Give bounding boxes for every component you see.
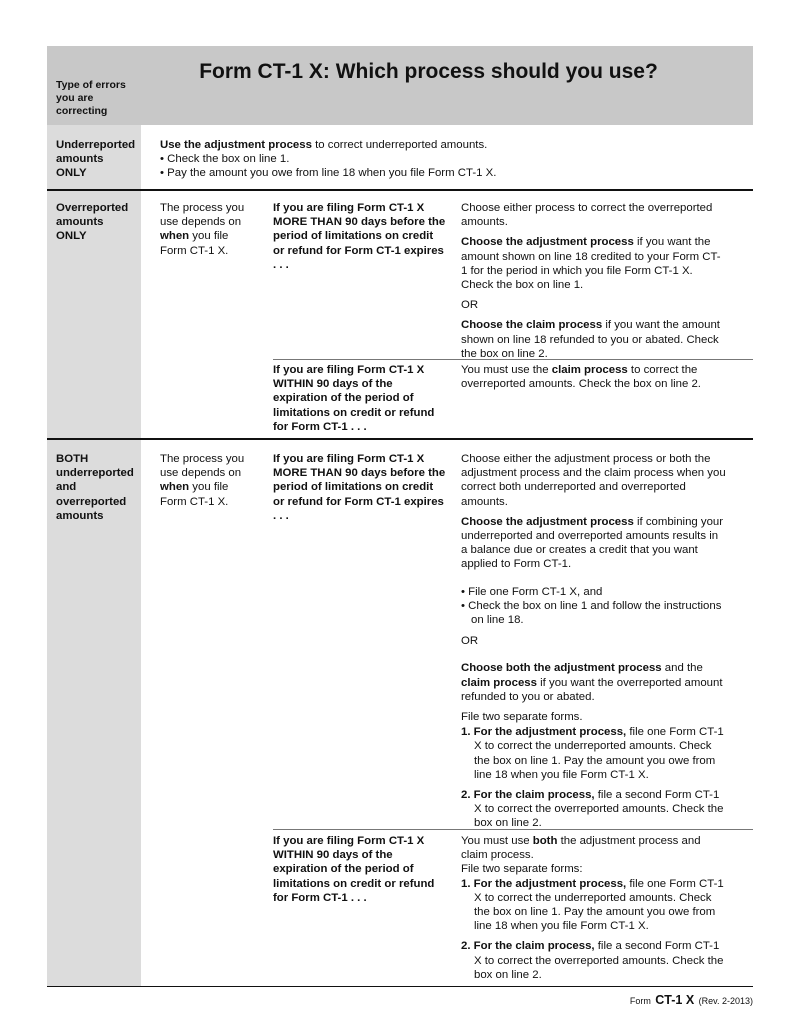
condition-within-90: If you are filing Form CT-1 X WITHIN 90 days of the expiration of the period of limitations on credit or refund for Form CT-1 . . .: [273, 835, 435, 904]
list-item: 1. For the adjustment process, file one Form CT-1 X to correct the underreported amounts. Check the box on line 1. Pay the amount you owe from line 18 when you file Form CT-1 X.: [461, 726, 724, 781]
page-title: Form CT-1 X: Which process should you use?: [199, 60, 658, 83]
header-band: [47, 46, 753, 125]
list-item: • File one Form CT-1 X, and: [461, 585, 603, 598]
row-divider: [273, 829, 753, 830]
section-overreported-label: Overreported amounts ONLY: [56, 202, 129, 243]
bottom-rule: [47, 986, 753, 987]
condition-within-90: If you are filing Form CT-1 X WITHIN 90 days of the expiration of the period of limitations on credit or refund for Form CT-1 . . .: [273, 364, 435, 433]
section-divider: [47, 189, 753, 191]
form-footer: Form CT-1 X (Rev. 2-2013): [629, 993, 753, 1007]
section-underreported-label: Underreported amounts ONLY: [56, 139, 136, 180]
list-item: • Check the box on line 1 and follow the instructions on line 18.: [461, 599, 722, 627]
adjustment-lead: Use the adjustment process: [160, 139, 312, 151]
section-both-label: BOTH underreported and overreported amounts: [56, 453, 134, 522]
list-item: • Pay the amount you owe from line 18 when you file Form CT-1 X.: [160, 167, 497, 180]
list-item: 1. For the adjustment process, file one Form CT-1 X to correct the underreported amounts. Check the box on line 1. Pay the amount you owe from line 18 when you file Form CT-1 X.: [461, 877, 724, 933]
section-divider: [47, 438, 753, 440]
overreported-within-guidance: You must use the claim process to correct the overreported amounts. Check the box on line 2.: [461, 364, 701, 391]
overreported-more-guidance: Choose either process to correct the overreported amounts. Choose the adjustment process if you want the amount shown on line 18 credited to your Form CT-1 for the period in which you file Form CT-1 X. Check the box on line 1. OR Choose the claim process if you want the amount shown on line 18 refunded to you or abated. Check the box on line 2.: [461, 202, 721, 360]
error-type-heading: Type of errors you are correcting: [56, 79, 126, 117]
process-depends-note: The process you use depends on when you file Form CT-1 X.: [160, 453, 245, 508]
both-within-guidance: You must use both the adjustment process and claim process. File two separate forms: 1. For the adjustment process, file one Form CT-1 X to correct the underreported amounts. Check the box on line 1. Pay the amount you owe from line 18 when you file Form CT-1 X. 2. For the claim process, file a second Form CT-1 X to correct the overreported amounts. Check the box on line 2.: [461, 834, 726, 988]
error-type-column: [47, 125, 141, 986]
section-underreported-body: Use the adjustment process to correct underreported amounts. • Check the box on line 1. • Pay the amount you owe from line 18 when you file Form CT-1 X.: [160, 138, 740, 181]
list-item: 2. For the claim process, file a second Form CT-1 X to correct the overreported amounts. Check the box on line 2.: [461, 789, 724, 830]
list-item: • Check the box on line 1.: [160, 153, 290, 166]
condition-more-than-90: If you are filing Form CT-1 X MORE THAN 90 days before the period of limitations on credit or refund for Form CT-1 expires . . .: [273, 453, 446, 522]
both-more-guidance: Choose either the adjustment process or both the adjustment process and the claim process when you correct both underreported and overreported amounts. Choose the adjustment process if combining your underreported and overreported amounts results in a balance due or creates a credit that you want applied to Form CT-1. • File one Form CT-1 X, and • Check the box on line 1 and follow the instructions on line 18. OR Choose both the adjustment process and the claim process if you want the overreported amount refunded to you or abated. File two separate forms. 1. For the adjustment process, file one Form CT-1 X to correct the underreported amounts. Check the box on line 1. Pay the amount you owe from line 18 when you file Form CT-1 X. 2. For the claim process, file a second Form CT-1 X to correct the overreported amounts. Check the box on line 2.: [461, 453, 726, 830]
list-item: 2. For the claim process, file a second Form CT-1 X to correct the overreported amounts. Check the box on line 2.: [461, 940, 724, 981]
condition-more-than-90: If you are filing Form CT-1 X MORE THAN 90 days before the period of limitations on credit or refund for Form CT-1 expires . . .: [273, 202, 446, 271]
process-depends-note: The process you use depends on when you file Form CT-1 X.: [160, 202, 245, 257]
row-divider: [273, 359, 753, 360]
